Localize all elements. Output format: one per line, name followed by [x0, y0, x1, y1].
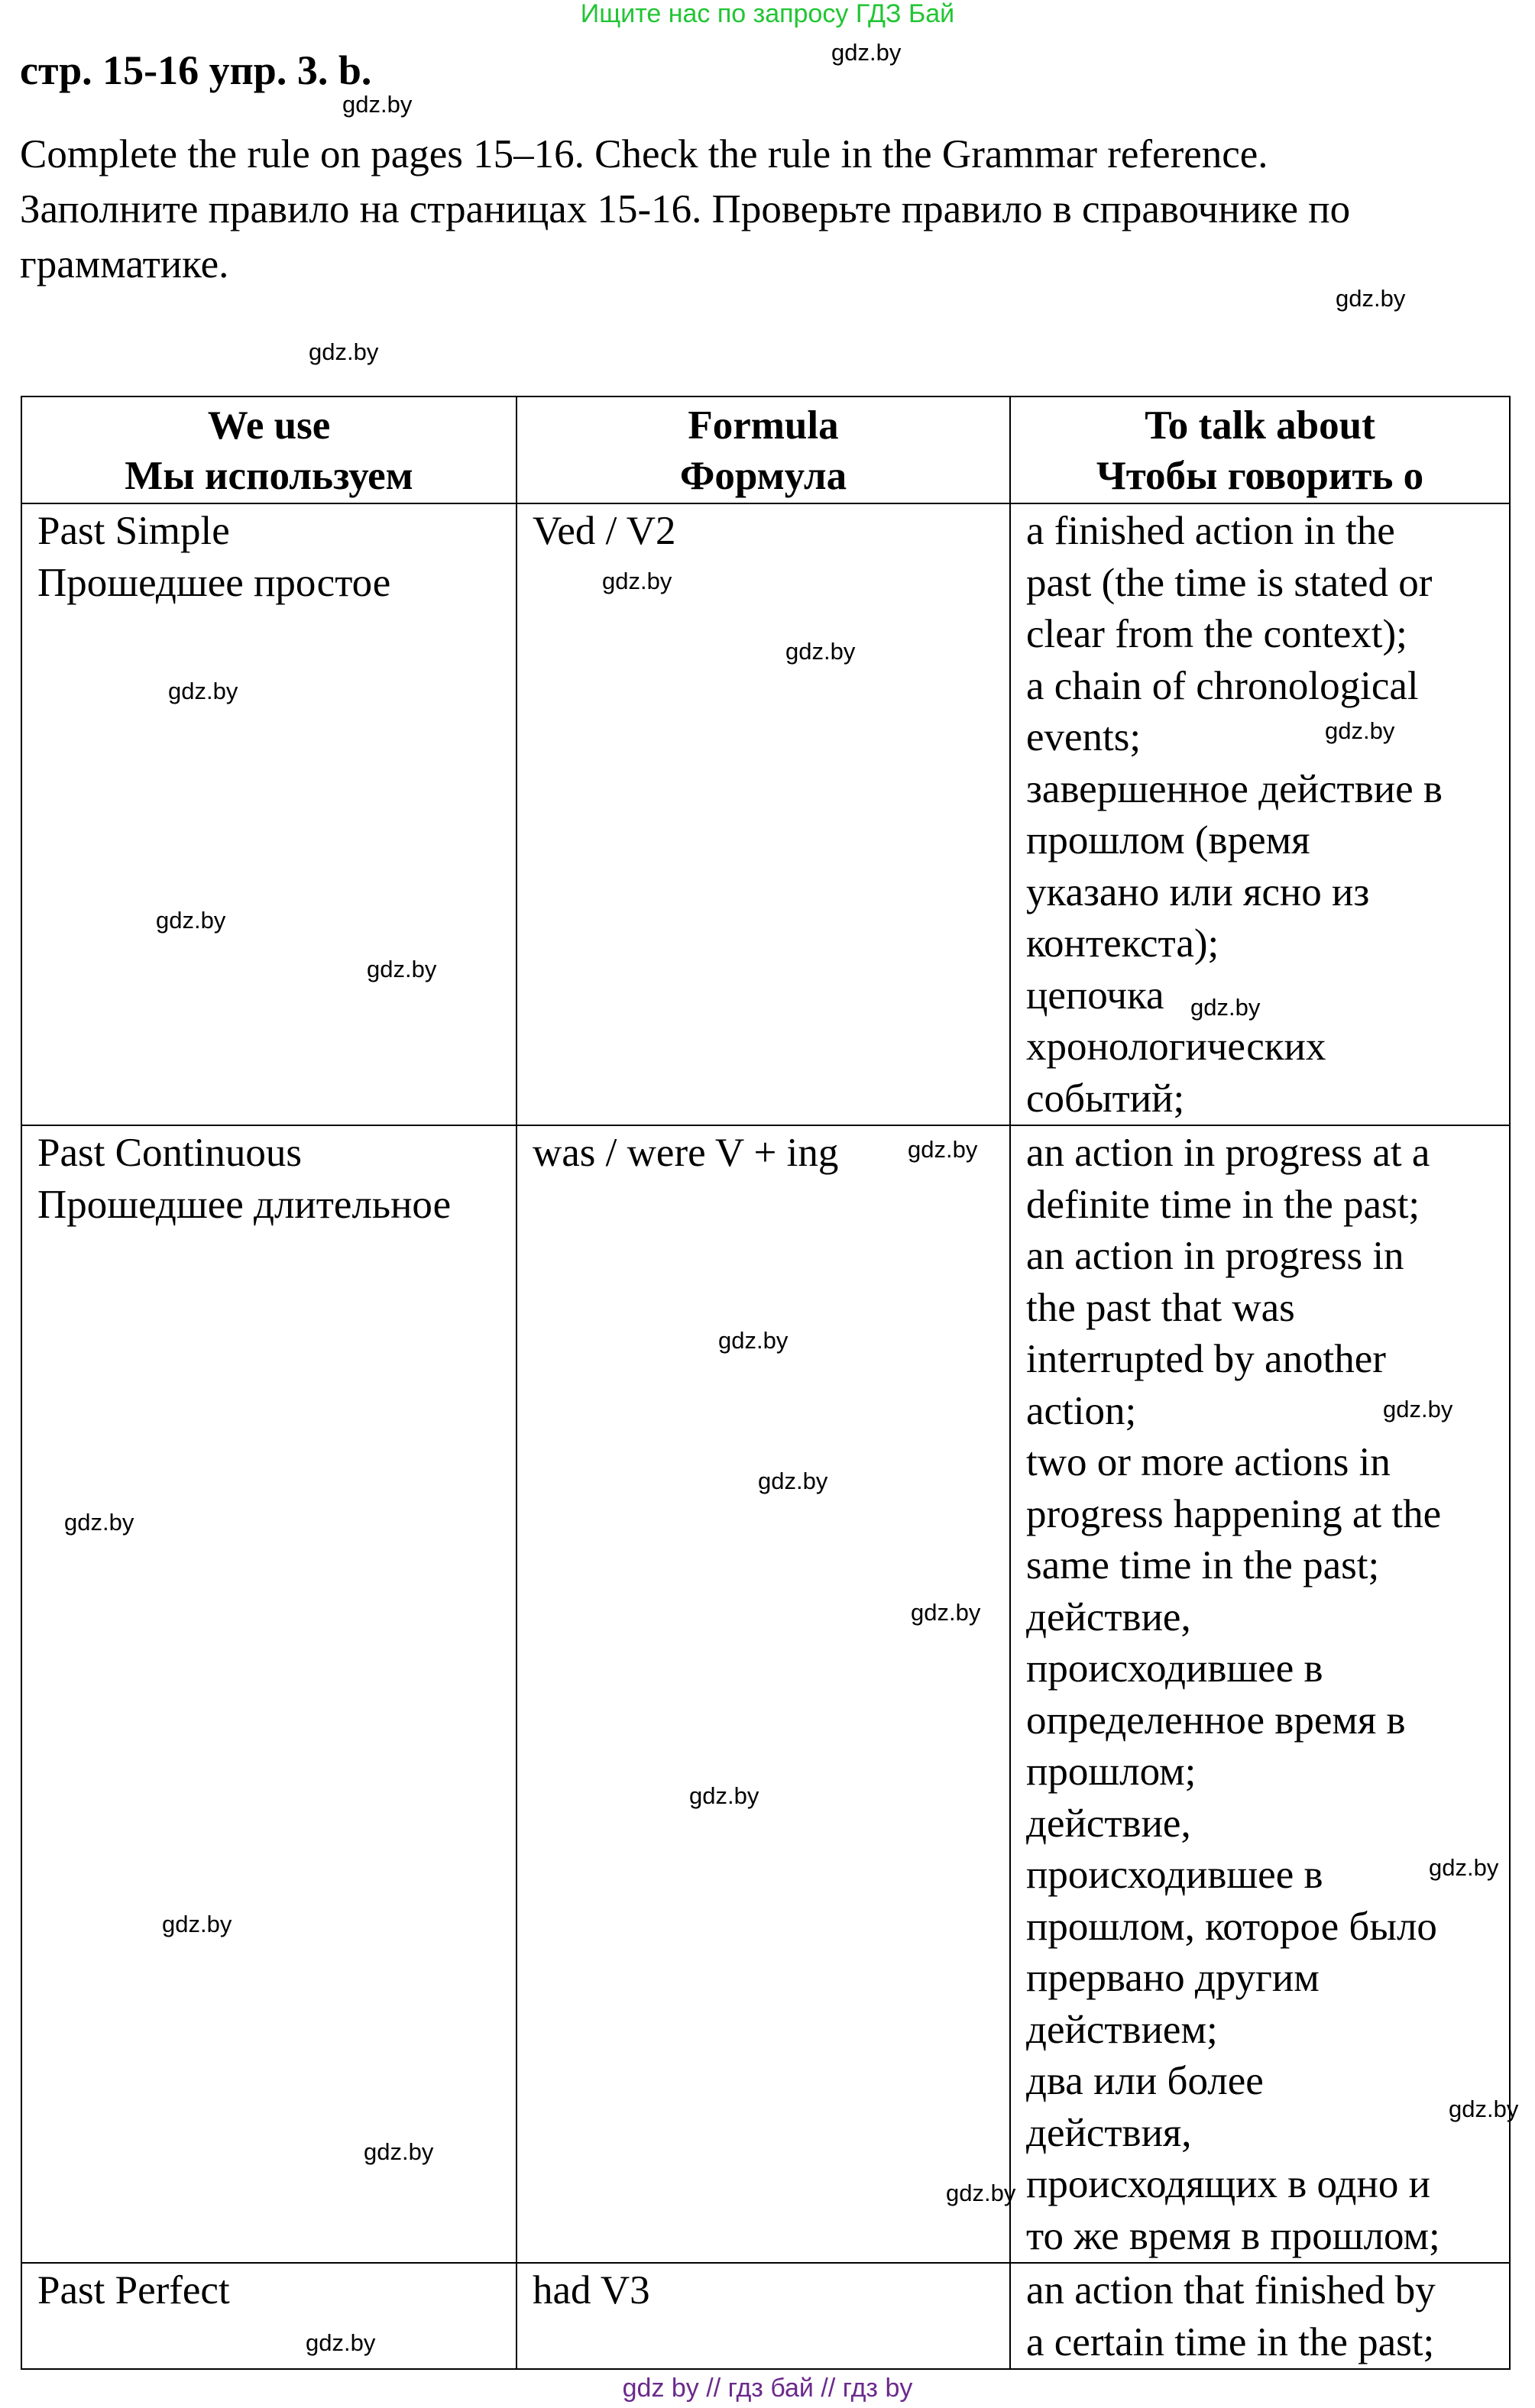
usage-line: контекста); [1026, 921, 1219, 966]
usage-line: прервано другим [1026, 1956, 1320, 2000]
table-header-row [21, 396, 1510, 503]
usage-line: interrupted by another [1026, 1337, 1386, 1381]
header-we-use [21, 396, 517, 503]
usage-line: a certain time in the past; [1026, 2319, 1435, 2364]
header-label-en: We use [207, 403, 331, 448]
usage-line: действием; [1026, 2007, 1218, 2052]
usage-line: progress happening at the [1026, 1491, 1442, 1536]
formula-cell [517, 1125, 1010, 2263]
usage-cell [1010, 503, 1510, 1125]
usage-line: same time in the past; [1026, 1543, 1380, 1588]
watermark: gdz.by [342, 91, 413, 118]
watermark: gdz.by [1325, 717, 1395, 744]
usage-line: an action in progress at a [1026, 1131, 1430, 1175]
usage-line: действие, [1026, 1801, 1191, 1846]
watermark: gdz.by [1449, 2096, 1519, 2122]
header-label-en: Formula [688, 403, 839, 448]
watermark: gdz.by [306, 2329, 376, 2356]
table-row-past-perfect [21, 2263, 1510, 2369]
usage-line: definite time in the past; [1026, 1182, 1420, 1227]
usage-line: past (the time is stated or [1026, 560, 1433, 605]
instruction-line-en: Complete the rule on pages 15–16. Check the rule in the Grammar reference. [20, 132, 1268, 176]
header-label-ru: Чтобы говорить о [1096, 454, 1424, 498]
usage-line: an action in progress in [1026, 1234, 1404, 1278]
usage-cell [1010, 1125, 1510, 2263]
usage-line: действия, [1026, 2110, 1192, 2155]
watermark: gdz.by [162, 1911, 232, 1937]
header-label-ru: Формула [679, 454, 847, 498]
watermark: gdz.by [156, 907, 226, 934]
table-row-past-continuous [21, 1125, 1510, 2263]
footer-links: gdz by // гдз бай // гдз by [622, 2374, 913, 2403]
usage-line: хронологических [1026, 1024, 1326, 1069]
formula-text: was / were V + ing [533, 1131, 839, 1175]
search-banner: Ищите нас по запросу ГДЗ Бай [580, 0, 955, 28]
watermark: gdz.by [1383, 1396, 1453, 1422]
header-formula [517, 396, 1010, 503]
header-label-ru: Мы используем [125, 454, 413, 498]
watermark: gdz.by [758, 1468, 828, 1494]
watermark: gdz.by [602, 568, 672, 594]
instruction-line-ru: Заполните правило на страницах 15-16. Проверьте правило в справочнике по [20, 187, 1351, 231]
watermark: gdz.by [1190, 994, 1261, 1021]
usage-line: завершенное действие в [1026, 766, 1443, 811]
tense-name-en: Past Continuous [37, 1131, 303, 1175]
usage-line: прошлом, которое было [1026, 1904, 1437, 1949]
watermark: gdz.by [364, 2138, 434, 2165]
watermark: gdz.by [908, 1136, 978, 1163]
instruction-line-ru-cont: грамматике. [20, 242, 229, 286]
usage-line: action; [1026, 1388, 1137, 1433]
tense-name-en: Past Perfect [37, 2268, 230, 2313]
formula-cell [517, 503, 1010, 1125]
watermark: gdz.by [64, 1509, 134, 1536]
tense-name-en: Past Simple [37, 509, 230, 553]
tense-cell [21, 1125, 517, 2263]
watermark: gdz.by [785, 638, 856, 665]
usage-line: событий; [1026, 1076, 1185, 1121]
usage-line: то же время в прошлом; [1026, 2213, 1440, 2258]
formula-text: had V3 [533, 2268, 650, 2313]
watermark: gdz.by [689, 1782, 759, 1809]
usage-line: clear from the context); [1026, 612, 1407, 656]
formula-cell [517, 2263, 1010, 2369]
usage-line: два или более [1026, 2059, 1264, 2103]
usage-line: происходившее в [1026, 1646, 1323, 1691]
watermark: gdz.by [168, 678, 238, 704]
usage-line: указано или ясно из [1026, 869, 1370, 914]
watermark: gdz.by [1336, 285, 1406, 312]
page-heading: стр. 15-16 упр. 3. b. [20, 47, 372, 93]
usage-line: a finished action in the [1026, 509, 1395, 553]
watermark: gdz.by [946, 2180, 1016, 2206]
usage-line: происходящих в одно и [1026, 2162, 1430, 2206]
usage-line: two or more actions in [1026, 1440, 1391, 1484]
task-instructions [20, 127, 1517, 292]
tense-cell [21, 2263, 517, 2369]
formula-text: Ved / V2 [533, 509, 676, 553]
usage-line: определенное время в [1026, 1698, 1406, 1743]
usage-cell [1010, 2263, 1510, 2369]
usage-line: прошлом (время [1026, 818, 1310, 863]
watermark: gdz.by [911, 1599, 981, 1626]
tense-name-ru: Прошедшее длительное [37, 1182, 452, 1227]
usage-line: действие, [1026, 1594, 1191, 1639]
header-to-talk-about [1010, 396, 1510, 503]
tense-name-ru: Прошедшее простое [37, 560, 391, 605]
usage-line: происходившее в [1026, 1853, 1323, 1897]
usage-line: the past that was [1026, 1285, 1295, 1330]
tense-cell [21, 503, 517, 1125]
usage-line: прошлом; [1026, 1749, 1197, 1794]
watermark: gdz.by [309, 338, 379, 365]
grammar-rule-table [21, 396, 1511, 2370]
watermark: gdz.by [1429, 1854, 1499, 1881]
usage-line: events; [1026, 715, 1142, 759]
usage-line: цепочка [1026, 973, 1164, 1018]
watermark: gdz.by [831, 39, 902, 66]
usage-line: an action that finished by [1026, 2268, 1436, 2313]
watermark: gdz.by [718, 1327, 789, 1354]
table-row-past-simple [21, 503, 1510, 1125]
header-label-en: To talk about [1145, 403, 1375, 448]
usage-line: a chain of chronological [1026, 663, 1419, 708]
watermark: gdz.by [367, 956, 437, 982]
